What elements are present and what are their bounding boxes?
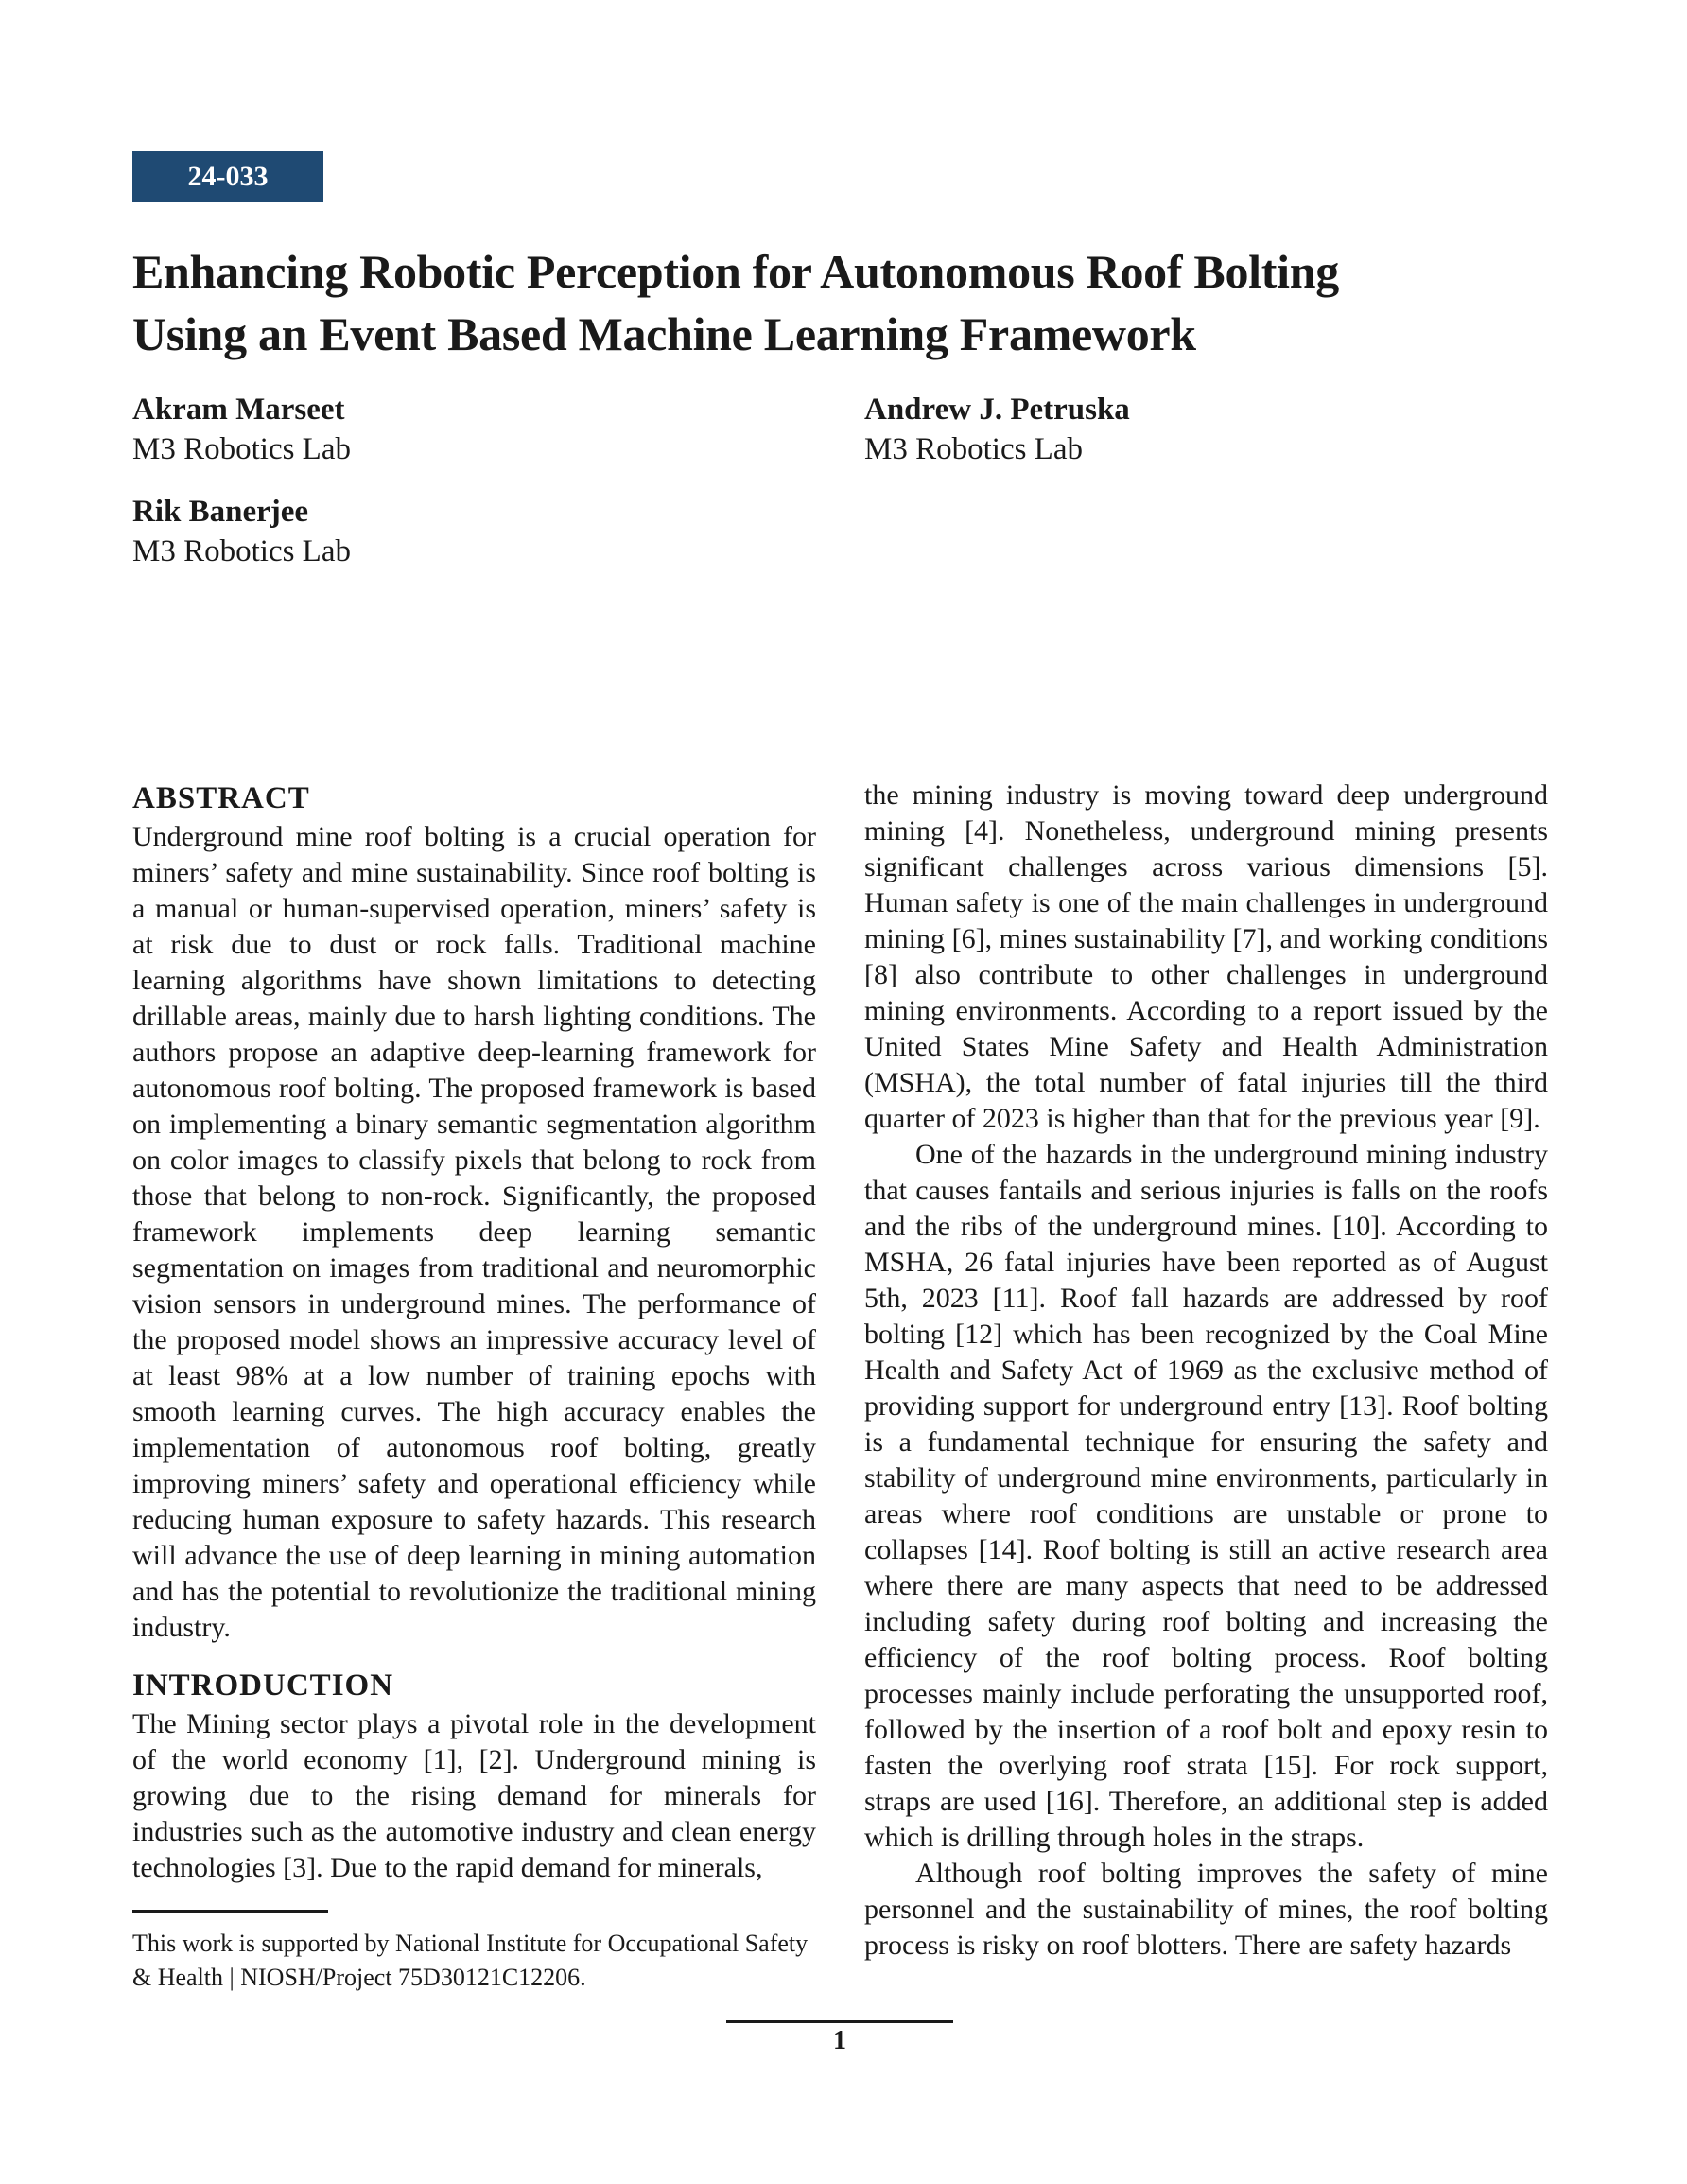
footnote-rule [132, 1910, 328, 1913]
author-block-1 [132, 390, 351, 469]
paper-title [132, 240, 1551, 365]
page-number-rule [726, 2020, 953, 2023]
author-name: Rik Banerjee [132, 495, 309, 529]
author-affiliation: M3 Robotics Lab [132, 432, 351, 466]
abstract-heading: ABSTRACT [132, 781, 310, 815]
author-block-2 [864, 390, 1130, 469]
intro-paragraph-1-start: The Mining sector plays a pivotal role in the development of the world economy [1], [2]. Underground mining is growing due to the rising demand for minerals for industries such as the automotive industry and clean energy technologies [3]. Due to the rapid demand for minerals, [132, 1708, 816, 1883]
author-block-3 [132, 492, 351, 571]
author-affiliation: M3 Robotics Lab [132, 534, 351, 568]
intro-paragraph-1-end: the mining industry is moving toward deep underground mining [4]. Nonetheless, underground mining presents significant challenges across various dimensions [5]. Human safety is one of the main challenges in underground mining [6], mines sustainability [7], and working conditions [8] also contribute to other challenges in underground mining environments. According to a report issued by the United States Mine Safety and Health Administration (MSHA), the total number of fatal injuries till the third quarter of 2023 is higher than that for the previous year [9]. [864, 779, 1548, 1134]
introduction-heading: INTRODUCTION [132, 1669, 394, 1703]
paper-id-badge: 24-033 [132, 151, 323, 202]
footnote: This work is supported by National Institute for Occupational Safety & Health | NIOSH/Project 75D30121C12206. [132, 1930, 809, 1991]
left-column [132, 778, 816, 1886]
author-affiliation: M3 Robotics Lab [864, 432, 1083, 466]
author-name: Akram Marseet [132, 393, 345, 427]
page-number: 1 [833, 2026, 846, 2055]
title-line-2: Using an Event Based Machine Learning Framework [132, 307, 1196, 360]
intro-paragraph-2: One of the hazards in the underground mining industry that causes fantails and serious injuries is falls on the roofs and the ribs of the underground mines. [10]. According to MSHA, 26 fatal injuries have been reported as of August 5th, 2023 [11]. Roof fall hazards are addressed by roof bolting [12] which has been recognized by the Coal Mine Health and Safety Act of 1969 as the exclusive method of providing support for underground entry [13]. Roof bolting is a fundamental technique for ensuring the safety and stability of underground mine environments, particularly in areas where roof conditions are unstable or prone to collapses [14]. Roof bolting is still an active research area where there are many aspects that need to be addressed including safety during roof bolting and increasing the efficiency of the roof bolting process. Roof bolting processes mainly include perforating the unsupported roof, followed by the insertion of a roof bolt and epoxy resin to fasten the overlying roof strata [15]. For rock support, straps are used [16]. Therefore, an additional step is added which is drilling through holes in the straps. [864, 1139, 1548, 1853]
right-column [864, 778, 1548, 1964]
title-line-1: Enhancing Robotic Perception for Autonomous Roof Bolting [132, 245, 1339, 298]
abstract-text: Underground mine roof bolting is a crucial operation for miners’ safety and mine sustainability. Since roof bolting is a manual or human-supervised operation, miners’ safety is at risk due to dust or rock falls. Traditional machine learning algorithms have shown limitations to detecting drillable areas, mainly due to harsh lighting conditions. The authors propose an adaptive deep-learning framework for autonomous roof bolting. The proposed framework is based on implementing a binary semantic segmentation algorithm on color images to classify pixels that belong to rock from those that belong to non-rock. Significantly, the proposed framework implements deep learning semantic segmentation on images from traditional and neuromorphic vision sensors in underground mines. The performance of the proposed model shows an impressive accuracy level of at least 98% at a low number of training epochs with smooth learning curves. The high accuracy enables the implementation of autonomous roof bolting, greatly improving miners’ safety and operational efficiency while reducing human exposure to safety hazards. This research will advance the use of deep learning in mining automation and has the potential to revolutionize the traditional mining industry. [132, 821, 816, 1643]
intro-paragraph-3: Although roof bolting improves the safety of mine personnel and the sustainability of mines, the roof bolting process is risky on roof blotters. There are safety hazards [864, 1858, 1548, 1961]
author-name: Andrew J. Petruska [864, 393, 1130, 427]
